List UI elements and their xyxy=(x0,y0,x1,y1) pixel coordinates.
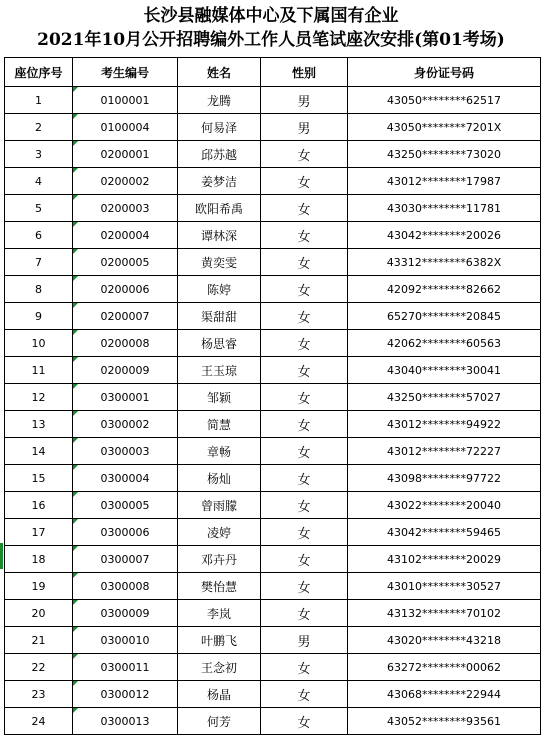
name-cell[interactable]: 黄奕雯 xyxy=(178,249,261,276)
name-cell[interactable]: 杨灿 xyxy=(178,465,261,492)
table-row xyxy=(5,249,541,276)
header-id-number[interactable]: 身份证号码 xyxy=(348,58,541,87)
table-row xyxy=(5,519,541,546)
table-row xyxy=(5,276,541,303)
exam-id-cell[interactable]: 0300006 xyxy=(73,519,178,546)
exam-id-cell[interactable]: 0300012 xyxy=(73,681,178,708)
seat-cell[interactable]: 21 xyxy=(5,627,73,654)
id-number-cell[interactable]: 43040********30041 xyxy=(348,357,541,384)
gender-cell[interactable]: 女 xyxy=(261,330,348,357)
id-number-cell[interactable]: 43042********20026 xyxy=(348,222,541,249)
table-row xyxy=(5,114,541,141)
seat-cell[interactable]: 13 xyxy=(5,411,73,438)
seat-cell[interactable]: 16 xyxy=(5,492,73,519)
seat-cell[interactable]: 2 xyxy=(5,114,73,141)
gender-cell[interactable]: 男 xyxy=(261,87,348,114)
exam-id-cell[interactable]: 0200008 xyxy=(73,330,178,357)
exam-id-cell[interactable]: 0300013 xyxy=(73,708,178,735)
exam-id-cell[interactable]: 0300010 xyxy=(73,627,178,654)
title-line-2: 2021年10月公开招聘编外工作人员笔试座次安排(第01考场) xyxy=(37,30,505,50)
exam-id-cell[interactable]: 0300001 xyxy=(73,384,178,411)
id-number-cell[interactable]: 43250********57027 xyxy=(348,384,541,411)
seat-cell[interactable]: 7 xyxy=(5,249,73,276)
id-number-cell[interactable]: 43052********93561 xyxy=(348,708,541,735)
name-cell[interactable]: 邱苏越 xyxy=(178,141,261,168)
name-cell[interactable]: 渠甜甜 xyxy=(178,303,261,330)
name-cell[interactable]: 叶鹏飞 xyxy=(178,627,261,654)
sheet-title xyxy=(0,0,542,57)
gender-cell[interactable]: 女 xyxy=(261,438,348,465)
exam-id-cell[interactable]: 0100001 xyxy=(73,87,178,114)
id-number-cell[interactable]: 43068********22944 xyxy=(348,681,541,708)
id-number-cell[interactable]: 43050********62517 xyxy=(348,87,541,114)
row-selection-marker xyxy=(0,543,3,569)
seat-cell[interactable]: 14 xyxy=(5,438,73,465)
name-cell[interactable]: 章畅 xyxy=(178,438,261,465)
header-exam-id[interactable]: 考生编号 xyxy=(73,58,178,87)
name-cell[interactable]: 陈婷 xyxy=(178,276,261,303)
id-number-cell[interactable]: 43022********20040 xyxy=(348,492,541,519)
table-row xyxy=(5,195,541,222)
gender-cell[interactable]: 女 xyxy=(261,411,348,438)
name-cell[interactable]: 邹颖 xyxy=(178,384,261,411)
seat-cell[interactable]: 3 xyxy=(5,141,73,168)
table-row xyxy=(5,654,541,681)
gender-cell[interactable]: 女 xyxy=(261,276,348,303)
id-number-cell[interactable]: 43102********20029 xyxy=(348,546,541,573)
seat-cell[interactable]: 15 xyxy=(5,465,73,492)
exam-id-cell[interactable]: 0200001 xyxy=(73,141,178,168)
seat-cell[interactable]: 24 xyxy=(5,708,73,735)
name-cell[interactable]: 姜梦洁 xyxy=(178,168,261,195)
exam-id-cell[interactable]: 0200006 xyxy=(73,276,178,303)
exam-id-cell[interactable]: 0300002 xyxy=(73,411,178,438)
gender-cell[interactable]: 女 xyxy=(261,681,348,708)
header-gender[interactable]: 性别 xyxy=(261,58,348,87)
id-number-cell[interactable]: 43012********94922 xyxy=(348,411,541,438)
exam-id-cell[interactable]: 0300009 xyxy=(73,600,178,627)
exam-id-cell[interactable]: 0300007 xyxy=(73,546,178,573)
table-row xyxy=(5,411,541,438)
seat-cell[interactable]: 8 xyxy=(5,276,73,303)
seat-cell[interactable]: 17 xyxy=(5,519,73,546)
id-number-cell[interactable]: 43020********43218 xyxy=(348,627,541,654)
table-row xyxy=(5,573,541,600)
id-number-cell[interactable]: 43012********72227 xyxy=(348,438,541,465)
name-cell[interactable]: 李岚 xyxy=(178,600,261,627)
exam-id-cell[interactable]: 0200003 xyxy=(73,195,178,222)
exam-id-cell[interactable]: 0300005 xyxy=(73,492,178,519)
gender-cell[interactable]: 女 xyxy=(261,654,348,681)
seat-cell[interactable]: 10 xyxy=(5,330,73,357)
id-number-cell[interactable]: 43312********6382X xyxy=(348,249,541,276)
id-number-cell[interactable]: 43250********73020 xyxy=(348,141,541,168)
exam-id-cell[interactable]: 0200009 xyxy=(73,357,178,384)
header-seat[interactable]: 座位序号 xyxy=(5,58,73,87)
name-cell[interactable]: 龙腾 xyxy=(178,87,261,114)
seat-cell[interactable]: 6 xyxy=(5,222,73,249)
header-row xyxy=(5,58,541,87)
exam-id-cell[interactable]: 0300003 xyxy=(73,438,178,465)
id-number-cell[interactable]: 63272********00062 xyxy=(348,654,541,681)
gender-cell[interactable]: 女 xyxy=(261,573,348,600)
exam-id-cell[interactable]: 0200004 xyxy=(73,222,178,249)
exam-id-cell[interactable]: 0300011 xyxy=(73,654,178,681)
seat-cell[interactable]: 11 xyxy=(5,357,73,384)
name-cell[interactable]: 王玉琼 xyxy=(178,357,261,384)
table-row xyxy=(5,303,541,330)
id-number-cell[interactable]: 42092********82662 xyxy=(348,276,541,303)
table-row xyxy=(5,384,541,411)
id-number-cell[interactable]: 65270********20845 xyxy=(348,303,541,330)
id-number-cell[interactable]: 43010********30527 xyxy=(348,573,541,600)
seat-cell[interactable]: 5 xyxy=(5,195,73,222)
name-cell[interactable]: 欧阳希禹 xyxy=(178,195,261,222)
exam-id-cell[interactable]: 0100004 xyxy=(73,114,178,141)
seat-cell[interactable]: 23 xyxy=(5,681,73,708)
gender-cell[interactable]: 女 xyxy=(261,519,348,546)
exam-id-cell[interactable]: 0300008 xyxy=(73,573,178,600)
gender-cell[interactable]: 女 xyxy=(261,384,348,411)
table-row xyxy=(5,681,541,708)
exam-id-cell[interactable]: 0300004 xyxy=(73,465,178,492)
seat-cell[interactable]: 1 xyxy=(5,87,73,114)
table-row xyxy=(5,222,541,249)
table-row xyxy=(5,600,541,627)
id-number-cell[interactable]: 43050********7201X xyxy=(348,114,541,141)
table-row xyxy=(5,87,541,114)
gender-cell[interactable]: 女 xyxy=(261,303,348,330)
table-row xyxy=(5,168,541,195)
seat-cell[interactable]: 4 xyxy=(5,168,73,195)
seat-cell[interactable]: 12 xyxy=(5,384,73,411)
gender-cell[interactable]: 女 xyxy=(261,195,348,222)
name-cell[interactable]: 杨思睿 xyxy=(178,330,261,357)
seat-cell[interactable]: 18 xyxy=(5,546,73,573)
id-number-cell[interactable]: 43098********97722 xyxy=(348,465,541,492)
name-cell[interactable]: 邓卉丹 xyxy=(178,546,261,573)
table-row xyxy=(5,141,541,168)
exam-id-cell[interactable]: 0200002 xyxy=(73,168,178,195)
seat-cell[interactable]: 19 xyxy=(5,573,73,600)
id-number-cell[interactable]: 42062********60563 xyxy=(348,330,541,357)
name-cell[interactable]: 凌婷 xyxy=(178,519,261,546)
name-cell[interactable]: 何芳 xyxy=(178,708,261,735)
header-name[interactable]: 姓名 xyxy=(178,58,261,87)
gender-cell[interactable]: 女 xyxy=(261,141,348,168)
gender-cell[interactable]: 女 xyxy=(261,465,348,492)
seating-table xyxy=(4,57,541,735)
exam-id-cell[interactable]: 0200007 xyxy=(73,303,178,330)
table-row xyxy=(5,492,541,519)
gender-cell[interactable]: 女 xyxy=(261,168,348,195)
name-cell[interactable]: 王念初 xyxy=(178,654,261,681)
id-number-cell[interactable]: 43030********11781 xyxy=(348,195,541,222)
table-row xyxy=(5,465,541,492)
gender-cell[interactable]: 女 xyxy=(261,600,348,627)
table-row xyxy=(5,546,541,573)
seat-cell[interactable]: 22 xyxy=(5,654,73,681)
id-number-cell[interactable]: 43042********59465 xyxy=(348,519,541,546)
table-row xyxy=(5,357,541,384)
table-row xyxy=(5,627,541,654)
gender-cell[interactable]: 女 xyxy=(261,708,348,735)
name-cell[interactable]: 曾雨朦 xyxy=(178,492,261,519)
gender-cell[interactable]: 女 xyxy=(261,492,348,519)
name-cell[interactable]: 杨晶 xyxy=(178,681,261,708)
gender-cell[interactable]: 女 xyxy=(261,222,348,249)
gender-cell[interactable]: 女 xyxy=(261,249,348,276)
table-row xyxy=(5,330,541,357)
gender-cell[interactable]: 男 xyxy=(261,627,348,654)
gender-cell[interactable]: 男 xyxy=(261,114,348,141)
seat-cell[interactable]: 9 xyxy=(5,303,73,330)
name-cell[interactable]: 谭林深 xyxy=(178,222,261,249)
table-row xyxy=(5,708,541,735)
table-row xyxy=(5,438,541,465)
exam-id-cell[interactable]: 0200005 xyxy=(73,249,178,276)
id-number-cell[interactable]: 43132********70102 xyxy=(348,600,541,627)
name-cell[interactable]: 樊怡慧 xyxy=(178,573,261,600)
gender-cell[interactable]: 女 xyxy=(261,546,348,573)
name-cell[interactable]: 简慧 xyxy=(178,411,261,438)
seat-cell[interactable]: 20 xyxy=(5,600,73,627)
gender-cell[interactable]: 女 xyxy=(261,357,348,384)
id-number-cell[interactable]: 43012********17987 xyxy=(348,168,541,195)
name-cell[interactable]: 何易泽 xyxy=(178,114,261,141)
title-line-1: 长沙县融媒体中心及下属国有企业 xyxy=(143,6,399,26)
